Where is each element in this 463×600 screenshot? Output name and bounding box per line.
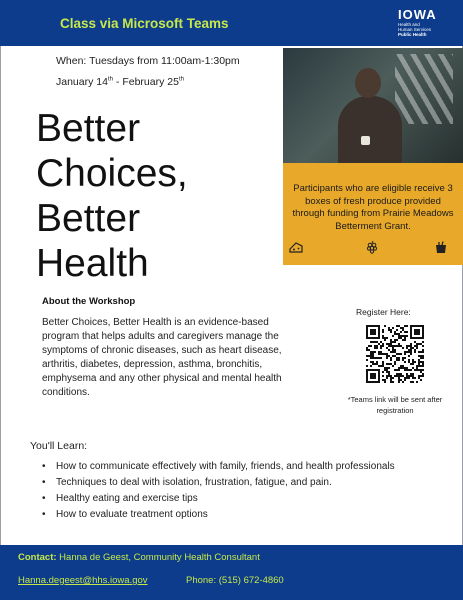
registration-qr-code[interactable] [366, 325, 424, 383]
learn-item: • How to communicate effectively with family, friends, and health professionals [32, 460, 432, 474]
schedule-when: When: Tuesdays from 11:00am-1:30pm [56, 55, 240, 67]
about-title: About the Workshop [42, 296, 136, 307]
contact-name: Hanna de Geest, Community Health Consultant [56, 552, 260, 563]
page-headline [36, 106, 188, 286]
headline-line-2: Choices, [36, 152, 188, 195]
learn-title: You'll Learn: [30, 440, 88, 452]
register-label: Register Here: [356, 307, 411, 317]
iowa-hhs-logo [398, 7, 437, 37]
cup [361, 136, 370, 145]
grocery-bag-icon [434, 240, 448, 254]
schedule-dates [56, 76, 184, 88]
grapes-icon [365, 240, 379, 254]
learn-item: • Techniques to deal with isolation, frustration, fatigue, and pain. [32, 476, 432, 490]
learn-list [32, 460, 432, 524]
contact-phone: Phone: (515) 672-4860 [186, 575, 284, 586]
header-banner [0, 0, 463, 46]
headline-line-3: Better [36, 197, 141, 240]
teams-link-note: *Teams link will be sent after registration [347, 395, 443, 415]
date-separator: - [112, 76, 123, 88]
contact-line [18, 552, 260, 563]
person-body [338, 96, 402, 163]
logo-line-3: Public Health [398, 32, 427, 37]
logo-line-1: Health and [398, 22, 420, 27]
headline-line-1: Better [36, 107, 141, 150]
footer-banner [0, 545, 463, 600]
learn-item: • Healthy eating and exercise tips [32, 492, 432, 506]
headline-line-4: Health [36, 242, 149, 285]
contact-email-link[interactable]: Hanna.degeest@hhs.iowa.gov [18, 575, 148, 586]
header-title: Class via Microsoft Teams [60, 16, 229, 31]
window-light [395, 54, 453, 124]
start-day: January 14 [56, 76, 108, 88]
cheese-icon [289, 240, 303, 254]
participant-photo [283, 48, 463, 163]
learn-item: • How to evaluate treatment options [32, 508, 432, 522]
start-suffix: th [107, 76, 113, 83]
contact-label: Contact: [18, 552, 57, 563]
logo-word: IOWA [398, 7, 437, 22]
person-head [355, 68, 381, 98]
about-body: Better Choices, Better Health is an evidence-based program that helps adults and caregivers manage the symptoms of chronic diseases, such as heart disease, arthritis, diabetes, depression, asthma, bronchitis, emphysema and any other physical and mental health conditions. [42, 317, 282, 398]
end-day: February 25 [122, 76, 179, 88]
promo-text: Participants who are eligible receive 3 boxes of fresh produce provided through funding from Prairie Meadows Betterment Grant. [292, 183, 454, 232]
end-suffix: th [178, 76, 184, 83]
logo-line-2: Human Services [398, 27, 432, 32]
